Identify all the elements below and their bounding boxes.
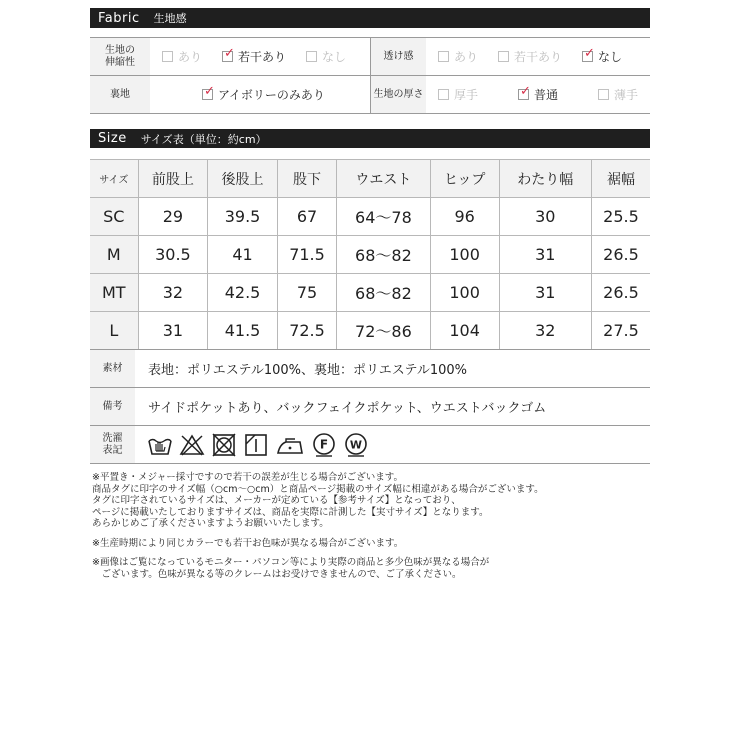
size-row-l	[90, 312, 650, 350]
table-cell: 26.5	[591, 274, 650, 312]
hip-header: ヒップ	[430, 160, 499, 198]
table-cell: 32	[138, 274, 208, 312]
table-cell: 68〜82	[337, 236, 431, 274]
option-label: アイボリーのみあり	[218, 88, 325, 102]
care-icons	[135, 426, 650, 464]
table-cell: 25.5	[591, 198, 650, 236]
note-line: ございます。色味が異なる等のクレームはお受けできませんので、ご了承ください。	[92, 568, 462, 580]
stretch-option-yes	[162, 48, 202, 65]
thickness-option-thin	[598, 86, 638, 103]
material-table	[90, 349, 650, 464]
note-line: ※生産時期により同じカラーでも若干お色味が異なる場合がございます。	[92, 537, 404, 549]
waist-header: ウエスト	[337, 160, 431, 198]
checkbox-icon	[438, 89, 449, 100]
fabric-row	[90, 76, 650, 114]
note-line: タグに印字されているサイズは、メーカーが定めている【参考サイズ】となっており、	[92, 495, 461, 506]
fabric-title: Fabric	[98, 10, 140, 26]
option-label: 若干あり	[514, 50, 563, 64]
sheer-option-no	[582, 48, 622, 65]
no-tumble-dry-icon	[211, 433, 237, 457]
note-line: 商品タグに印字のサイズ幅（○cm〜○cm）と商品ページ掲載のサイズ幅に相違がある場合がございます。	[92, 483, 544, 495]
table-cell: 31	[499, 274, 591, 312]
care-row	[90, 426, 650, 464]
stretch-label-text: 生地の 伸縮性	[105, 44, 135, 68]
table-cell: 72〜86	[337, 312, 431, 350]
svg-text:W: W	[349, 438, 363, 451]
lining-option-ivory	[202, 86, 325, 103]
sheer-option-slight	[498, 48, 562, 65]
option-label: なし	[598, 50, 623, 64]
table-cell: 71.5	[277, 236, 336, 274]
table-cell: 30.5	[138, 236, 208, 274]
checkbox-icon	[598, 89, 609, 100]
size-header-row	[90, 160, 650, 198]
thickness-option-thick	[438, 86, 478, 103]
checked-checkbox-icon: ✓	[204, 84, 215, 99]
front-rise-header: 前股上	[138, 160, 208, 198]
table-cell: 100	[430, 274, 499, 312]
table-cell: 75	[277, 274, 336, 312]
checked-checkbox-icon: ✓	[584, 46, 595, 61]
note-line: ※平置き・メジャー採寸ですので若干の誤差が生じる場合がございます。	[92, 472, 404, 483]
thickness-label-text: 生地の厚さ	[373, 88, 424, 100]
care-label	[90, 426, 135, 464]
size-row-m	[90, 236, 650, 274]
size-subtitle: サイズ表（単位：約cm）	[140, 132, 267, 146]
material-value: 表地：ポリエステル100%、裏地：ポリエステル100%	[135, 350, 650, 388]
size-table	[90, 159, 650, 350]
hand-wash-icon	[147, 433, 173, 457]
size-name: M	[90, 236, 138, 274]
table-cell: 31	[499, 236, 591, 274]
checkbox-icon	[498, 51, 509, 62]
sheer-option-yes	[438, 48, 478, 65]
material-label: 素材	[90, 350, 135, 388]
material-row	[90, 350, 650, 388]
disclaimer-notes	[92, 472, 692, 580]
stretch-options	[150, 38, 371, 76]
back-rise-header: 後股上	[208, 160, 278, 198]
table-cell: 67	[277, 198, 336, 236]
table-cell: 100	[430, 236, 499, 274]
wet-clean-w-icon	[343, 432, 369, 458]
dry-clean-f-icon	[311, 432, 337, 458]
table-cell: 72.5	[277, 312, 336, 350]
table-cell: 32	[499, 312, 591, 350]
fabric-table	[90, 37, 650, 114]
table-cell: 39.5	[208, 198, 278, 236]
lining-label-text: 裏地	[110, 88, 130, 100]
size-column-header: サイズ	[90, 160, 138, 198]
checkbox-icon	[162, 51, 173, 62]
checked-checkbox-icon: ✓	[224, 46, 235, 61]
option-label: なし	[322, 50, 347, 64]
fabric-header	[90, 8, 650, 28]
option-label: あり	[454, 50, 479, 64]
sheer-label-text: 透け感	[383, 50, 414, 62]
no-bleach-icon	[179, 433, 205, 457]
size-row-mt	[90, 274, 650, 312]
table-cell: 29	[138, 198, 208, 236]
thickness-option-normal	[518, 86, 558, 103]
thickness-options	[426, 76, 650, 114]
sheer-label	[371, 38, 427, 76]
checked-checkbox-icon: ✓	[520, 84, 531, 99]
option-label: 普通	[534, 88, 559, 102]
table-cell: 96	[430, 198, 499, 236]
table-cell: 42.5	[208, 274, 278, 312]
option-label: あり	[178, 50, 203, 64]
care-label-text: 洗濯 表記	[102, 432, 123, 456]
notes-label: 備考	[90, 388, 135, 426]
line-dry-shade-icon	[243, 433, 269, 457]
table-cell: 104	[430, 312, 499, 350]
stretch-option-no	[306, 48, 346, 65]
stretch-option-slight	[222, 48, 286, 65]
table-cell: 41.5	[208, 312, 278, 350]
size-name: MT	[90, 274, 138, 312]
checkbox-icon	[306, 51, 317, 62]
size-name: L	[90, 312, 138, 350]
size-row-sc	[90, 198, 650, 236]
note-line: ページに掲載いたしておりますサイズは、商品を実際に計測した【実寸サイズ】となります。	[92, 506, 489, 518]
table-cell: 41	[208, 236, 278, 274]
table-cell: 31	[138, 312, 208, 350]
lining-options	[150, 76, 371, 114]
fabric-row	[90, 38, 650, 76]
size-name: SC	[90, 198, 138, 236]
thickness-label	[371, 76, 427, 114]
size-header	[90, 129, 650, 148]
option-label: 薄手	[614, 88, 639, 102]
notes-row	[90, 388, 650, 426]
iron-low-icon	[275, 433, 305, 457]
table-cell: 68〜82	[337, 274, 431, 312]
hem-width-header: 裾幅	[591, 160, 650, 198]
thigh-width-header: わたり幅	[499, 160, 591, 198]
option-label: 厚手	[454, 88, 479, 102]
inseam-header: 股下	[277, 160, 336, 198]
note-line: あらかじめご了承くださいますようお願いいたします。	[92, 518, 329, 529]
option-label: 若干あり	[238, 50, 287, 64]
table-cell: 27.5	[591, 312, 650, 350]
table-cell: 64〜78	[337, 198, 431, 236]
fabric-subtitle: 生地感	[153, 12, 187, 25]
checkbox-icon	[438, 51, 449, 62]
stretch-label	[90, 38, 150, 76]
notes-value: サイドポケットあり、バックフェイクポケット、ウエストバックゴム	[135, 388, 650, 426]
sheer-options	[426, 38, 650, 76]
note-line: ※画像はご覧になっているモニター・パソコン等により実際の商品と多少色味が異なる場合が	[92, 557, 490, 568]
table-cell: 30	[499, 198, 591, 236]
svg-text:F: F	[319, 437, 329, 451]
size-title: Size	[98, 131, 127, 146]
table-cell: 26.5	[591, 236, 650, 274]
lining-label	[90, 76, 150, 114]
